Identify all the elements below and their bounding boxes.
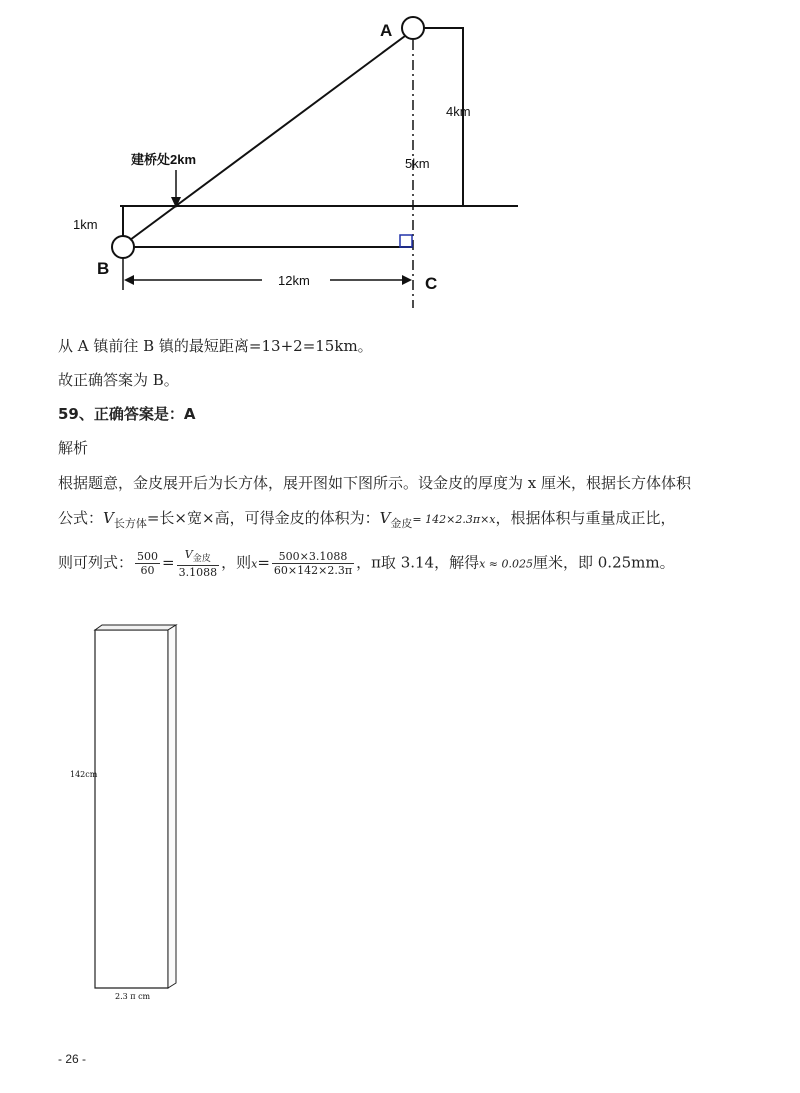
x-variable: x [251, 557, 258, 571]
width-label: 2.3 π cm [115, 992, 151, 1001]
page-number: - 26 - [58, 1052, 87, 1066]
cuboid-top-face [95, 625, 176, 630]
point-a-circle [402, 17, 424, 39]
cuboid-side-face [168, 625, 176, 988]
volume-formula: =长×宽×高，可得金皮的体积为： [146, 509, 380, 527]
volume-subscript-box: 长方体 [113, 517, 147, 530]
label-4km: 4km [446, 104, 471, 119]
distance-diagram [0, 0, 800, 320]
label-b: B [97, 259, 110, 278]
equals-sign-2: = [257, 553, 270, 572]
12km-arrowhead-right [402, 275, 412, 285]
volume-symbol-gold: V [379, 509, 391, 527]
fraction-x-solution: $\frac{500\times 3.1088}{60\times 142\times 2.3\pi}$ [273, 550, 353, 578]
pi-text: ，π取 3.14，解得 [356, 553, 480, 572]
label-c: C [425, 274, 438, 293]
question-59-heading: 59、正确答案是：A [58, 405, 196, 423]
result-suffix: 厘米，即 0.25mm。 [533, 553, 675, 572]
analysis-heading: 解析 [58, 439, 89, 457]
equals-sign: = [162, 553, 175, 572]
formula-prefix: 公式： [58, 509, 104, 527]
shortest-distance-line: 从 A 镇前往 B 镇的最短距离=13+2=15km。 [58, 337, 373, 355]
fraction-v-gold: $\frac{V_{金皮}}{3.1088}$ [178, 548, 218, 580]
label-a: A [380, 21, 393, 40]
equation-prefix: 则可列式： [58, 553, 134, 572]
right-angle-marker [400, 235, 412, 247]
analysis-paragraph-3 [58, 548, 675, 579]
height-label: 142cm [70, 770, 98, 779]
analysis-paragraph-2 [58, 508, 676, 534]
fraction-500-60: $\frac{500}{60}$ [137, 550, 159, 578]
12km-arrowhead-left [124, 275, 134, 285]
label-bridge: 建桥处2km [131, 152, 197, 167]
volume-expression: = 142×2.3π×x [412, 513, 496, 526]
ab-diagonal [130, 36, 405, 240]
cuboid-front-face [95, 630, 168, 988]
volume-subscript-gold: 金皮 [390, 517, 413, 530]
cuboid-figure [60, 620, 200, 1010]
label-1km: 1km [73, 217, 98, 232]
answer-line: 故正确答案为 B。 [58, 371, 179, 389]
label-12km: 12km [278, 273, 310, 288]
label-5km: 5km [405, 156, 430, 171]
analysis-paragraph-1: 根据题意，金皮展开后为长方体，展开图如下图所示。设金皮的厚度为 x 厘米，根据长方体体积 [58, 474, 691, 492]
proportion-text: ，根据体积与重量成正比， [495, 509, 676, 527]
volume-symbol: V [103, 509, 114, 527]
approx-result: x ≈ 0.025 [479, 557, 533, 571]
then-text: ，则 [221, 553, 252, 572]
